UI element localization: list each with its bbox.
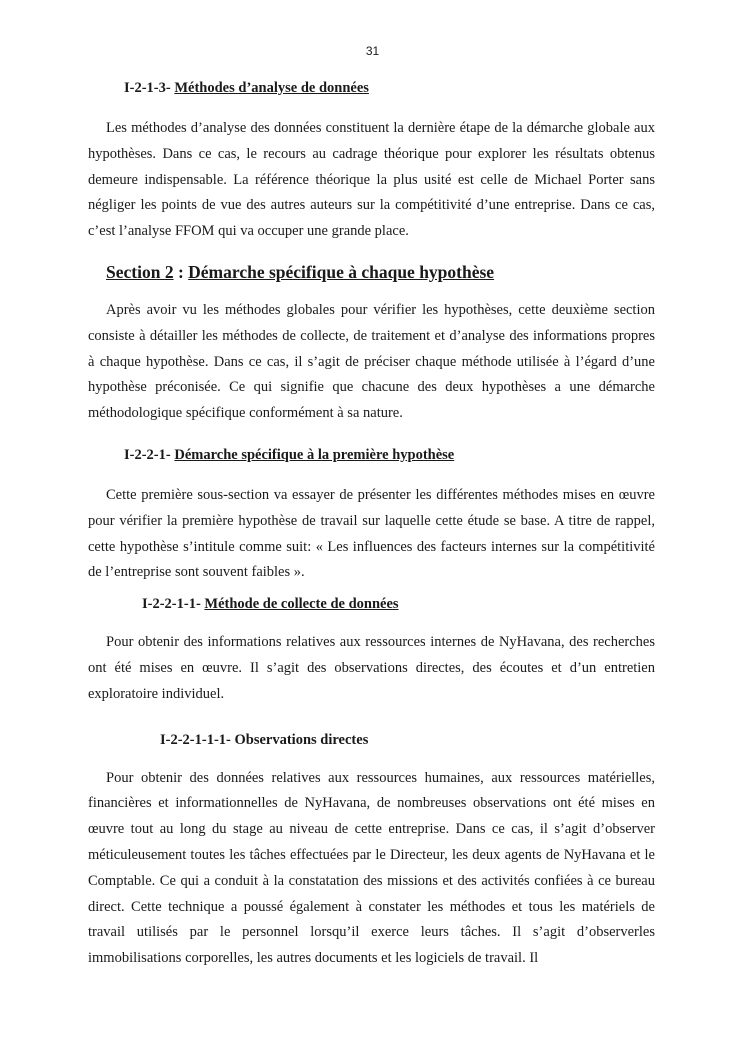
section-label: Section 2 <box>106 261 174 282</box>
page-number: 31 <box>365 44 380 58</box>
paragraph: Les méthodes d’analyse des données constituent la dernière étape de la démarche globale aux hypothèses. Dans ce cas, le recours au cadrage théorique pour explorer les résultats obtenus demeure indispensable. La référence théorique la plus usité est celle de Michael Porter sans négliger les points de vue des autres auteurs sur la compétitivité d’une entreprise. Dans ce cas, c’est l’analyse FFOM qui va occuper une grande place. <box>88 120 655 240</box>
heading-title: Méthode de collecte de données <box>204 596 399 613</box>
heading-title: Démarche spécifique à la première hypothèse <box>174 446 455 463</box>
section-separator: : <box>173 261 189 282</box>
heading-prefix: I-2-2-1-1- <box>142 596 205 613</box>
section-title: Démarche spécifique à chaque hypothèse <box>188 261 495 282</box>
paragraph: Après avoir vu les méthodes globales pour vérifier les hypothèses, cette deuxième section consiste à détailler les méthodes de collecte, de traitement et d’analyse des informations propres à chaque hypothèse. Dans ce cas, il s’agit de préciser chaque méthode utilisée à l’égard d’une hypothèse préconisée. Ce qui signifie que chacune des deux hypothèses a une démarche méthodologique spécifique conformément à sa nature. <box>88 301 655 422</box>
heading-title: Méthodes d’analyse de données <box>174 80 369 96</box>
section-heading <box>88 260 655 284</box>
subsection-heading-premiere-hypothese <box>88 443 655 467</box>
paragraph: Cette première sous-section va essayer de présenter les différentes méthodes mises en œuvre pour vérifier la première hypothèse de travail sur laquelle cette étude se base. A titre de rappel, cette hypothèse s’intitule comme suit: « Les influences des facteurs internes sur la compétitivité de l’entreprise sont souvent faibles ». <box>88 486 655 581</box>
paragraph: Pour obtenir des données relatives aux ressources humaines, aux ressources matérielles, financières et informationnelles de NyHavana, de nombreuses observations ont été mises en œuvre tout au long du stage au niveau de cette entreprise. Dans ce cas, il s’agit d’observer méticuleusement toutes les tâches effectuées par le Directeur, les deux agents de NyHavana et le Comptable. Ce qui a conduit à la constatation des missions et des activités confiées à ce bureau direct. Cette technique a poussé également à constater les méthodes et tous les matériels de travail utilisés par le personnel lorsqu’il exerce leurs tâches. Il s’agit d’observerles immobilisations corporelles, les autres documents et les logiciels de travail. Il <box>88 769 655 967</box>
document-body <box>88 74 655 972</box>
paragraph: Pour obtenir des informations relatives aux ressources internes de NyHavana, des recherches ont été mises en œuvre. Il s’agit des observations directes, des écoutes et d’un entretien exploratoire individuel. <box>88 634 655 702</box>
heading-prefix: I-2-2-1- <box>124 446 175 463</box>
subsection-heading-analyse <box>88 76 655 100</box>
heading-observations-directes: I-2-2-1-1-1- Observations directes <box>160 731 369 748</box>
heading-prefix: I-2-1-3- <box>124 80 175 96</box>
subsubsection-heading-collecte <box>88 592 655 616</box>
